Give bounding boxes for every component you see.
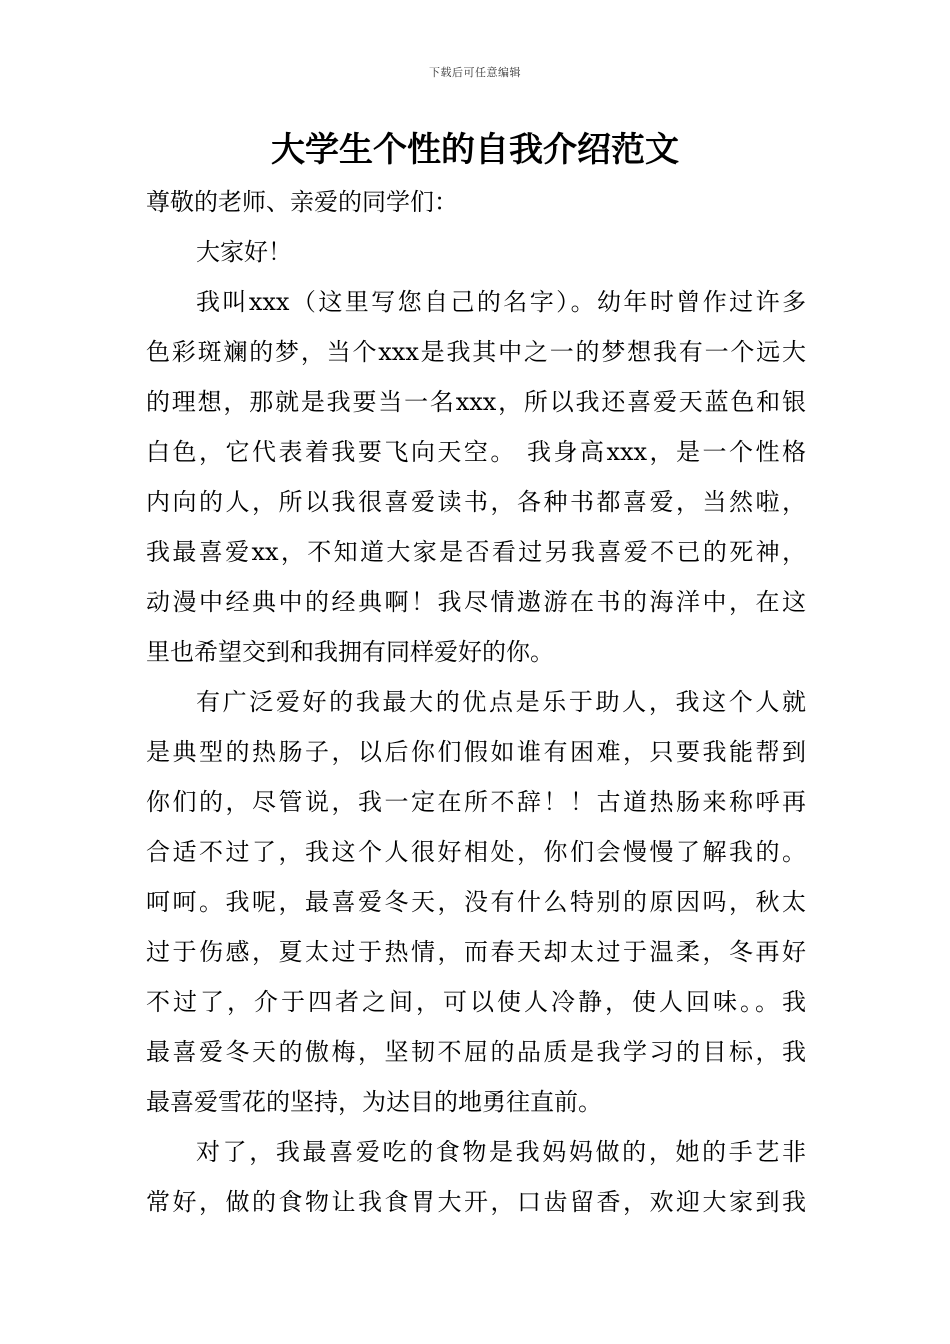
paragraph-3-line: 对了，我最喜爱吃的食物是我妈妈做的，她的手艺非 — [196, 1138, 806, 1166]
salutation-line: 尊敬的老师、亲爱的同学们： — [146, 188, 458, 216]
paragraph-2-line: 最喜爱冬天的傲梅，坚韧不屈的品质是我学习的目标，我 — [146, 1038, 806, 1066]
greeting-line: 大家好！ — [196, 238, 292, 266]
paragraph-1-line: 白色，它代表着我要飞向天空。 我身高xxx，是一个性格 — [146, 438, 806, 466]
paragraph-2-line: 不过了，介于四者之间，可以使人冷静，使人回味。。我 — [146, 988, 806, 1016]
paragraph-2-line: 最喜爱雪花的坚持，为达目的地勇往直前。 — [146, 1088, 602, 1116]
paragraph-2-line: 过于伤感，夏太过于热情，而春天却太过于温柔，冬再好 — [146, 938, 806, 966]
paragraph-1-line: 里也希望交到和我拥有同样爱好的你。 — [146, 638, 554, 666]
paragraph-3-line: 常好，做的食物让我食胃大开，口齿留香，欢迎大家到我 — [146, 1188, 806, 1216]
paragraph-1-line: 内向的人，所以我很喜爱读书，各种书都喜爱，当然啦， — [146, 488, 806, 516]
document-body — [146, 180, 806, 1230]
paragraph-2-line: 是典型的热肠子，以后你们假如谁有困难，只要我能帮到 — [146, 738, 806, 766]
header-note: 下载后可任意编辑 — [429, 66, 521, 79]
paragraph-2-line: 你们的，尽管说，我一定在所不辞！！古道热肠来称呼再 — [146, 788, 806, 816]
paragraph-2-line: 呵呵。我呢，最喜爱冬天，没有什么特别的原因吗，秋太 — [146, 888, 806, 916]
paragraph-2-line: 有广泛爱好的我最大的优点是乐于助人，我这个人就 — [196, 688, 806, 716]
paragraph-1-line: 色彩斑斓的梦，当个xxx是我其中之一的梦想我有一个远大 — [146, 338, 806, 366]
paragraph-1-line: 动漫中经典中的经典啊！我尽情遨游在书的海洋中，在这 — [146, 588, 806, 616]
paragraph-1-line: 我最喜爱xx，不知道大家是否看过另我喜爱不已的死神， — [146, 538, 806, 566]
paragraph-1-line: 的理想，那就是我要当一名xxx，所以我还喜爱天蓝色和银 — [146, 388, 806, 416]
paragraph-1-line: 我叫xxx（这里写您自己的名字）。幼年时曾作过许多 — [196, 288, 806, 316]
document-title: 大学生个性的自我介绍范文 — [271, 130, 679, 170]
paragraph-2-line: 合适不过了，我这个人很好相处，你们会慢慢了解我的。 — [146, 838, 806, 866]
